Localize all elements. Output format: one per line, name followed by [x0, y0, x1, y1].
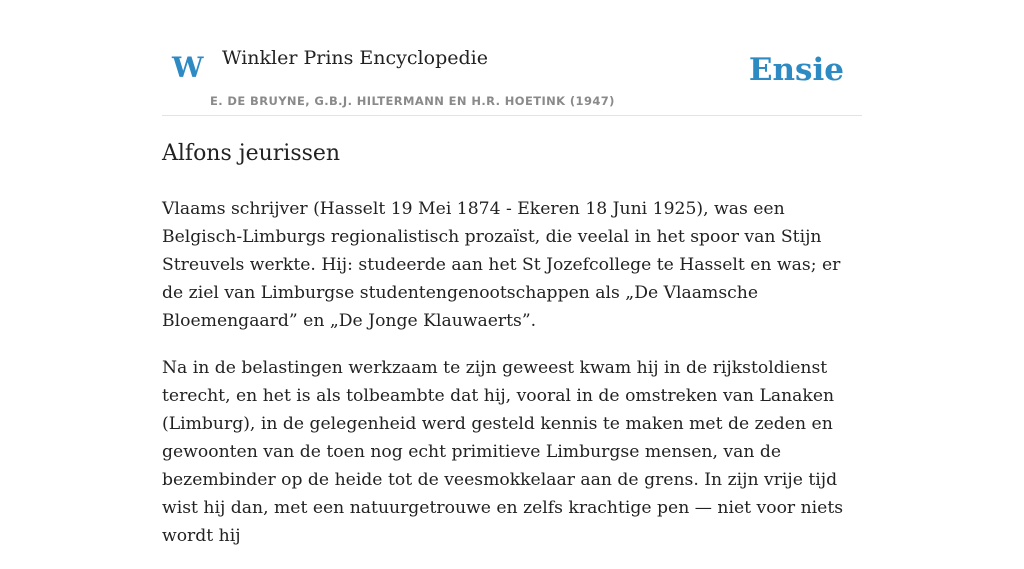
- source-logo-icon: W: [172, 51, 204, 84]
- source-title[interactable]: Winkler Prins Encyclopedie: [222, 47, 488, 69]
- article-paragraph: Na in de belastingen werkzaam te zijn geweest kwam hij in de rijkstoldienst terecht, en het is als tolbeambte dat hij, vooral in de omstreken van Lanaken (Limburg), in de gelegenheid werd gesteld kennis te maken met de zeden en gewoonten van de toen nog echt primitieve Limburgse mensen, van de bezembinder op de heide tot de veesmokkelaar aan de grens. In zijn vrije tijd wist hij dan, met een natuurgetrouwe en zelfs krachtige pen — niet voor niets wordt hij: [162, 358, 844, 546]
- brand-logo[interactable]: Ensie: [748, 52, 844, 88]
- source-authors: E. DE BRUYNE, G.B.J. HILTERMANN EN H.R. HOETINK (1947): [210, 94, 615, 108]
- source-header: [162, 0, 862, 116]
- article-title: Alfons jeurissen: [162, 141, 341, 166]
- article-paragraph: Vlaams schrijver (Hasselt 19 Mei 1874 - Ekeren 18 Juni 1925), was een Belgisch-Limburgs regionalistisch prozaïst, die veelal in het spoor van Stijn Streuvels werkte. Hij: studeerde aan het St Jozefcollege te Hasselt en was; er de ziel van Limburgse studentengenootschappen als „De Vlaamsche Bloemengaard” en „De Jonge Klauwaerts”.: [162, 199, 841, 331]
- article: [162, 136, 862, 569]
